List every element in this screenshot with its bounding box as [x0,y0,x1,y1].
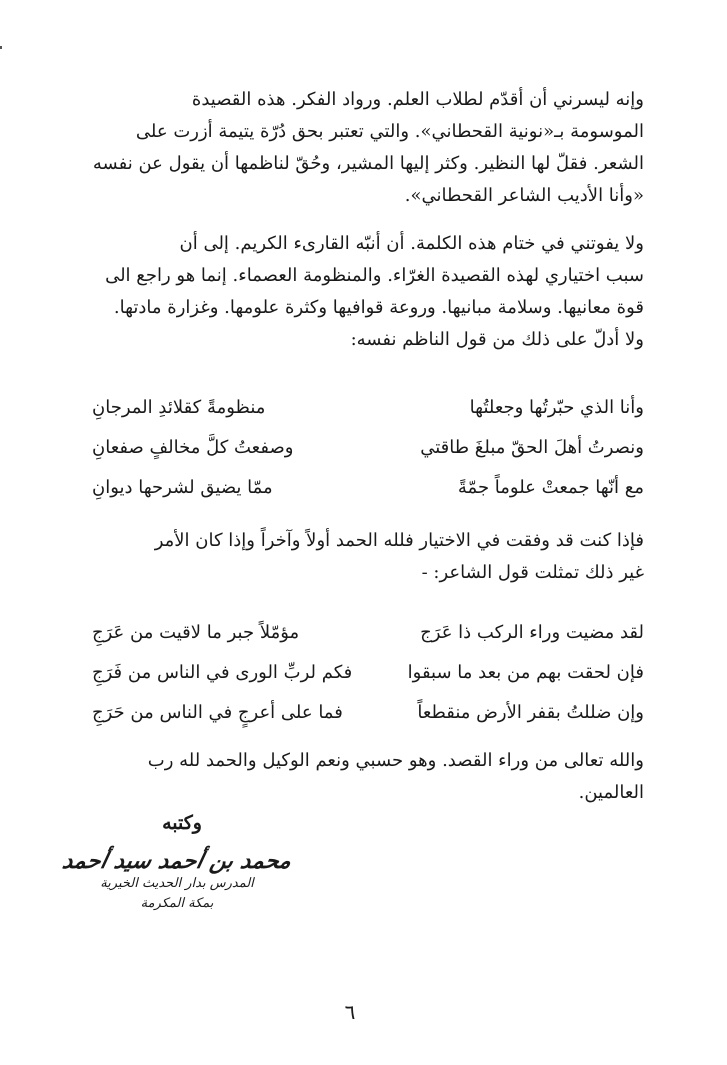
signature-location: بمكة المكرمة [140,896,214,911]
text-line: ولا يفوتني في ختام هذه الكلمة. أن أنبّه القارىء الكريم. إلى أن [179,233,644,254]
paragraph-closing [92,745,644,809]
verse-row [92,658,644,698]
text-line: الموسومة بـ«نونية القحطاني». والتي تعتبر بحق دُرّة يتيمة أزرت على [135,121,644,142]
paragraph-success [92,525,644,589]
signature-block [62,848,292,914]
verse-first-hemistich: ونصرتُ أهلَ الحقّ مبلغَ طاقتي [420,437,644,458]
text-line: والله تعالى من وراء القصد. وهو حسبي ونعم الوكيل والحمد لله رب [147,750,644,771]
verse-second-hemistich: ممّا يضيق لشرحها ديوانِ [92,477,273,498]
verse-row [92,618,644,658]
verse-first-hemistich: فإن لحقت بهم من بعد ما سبقوا [407,662,644,683]
verse-second-hemistich: فما على أعرجٍ في الناس من حَرَجِ [92,702,343,723]
verse-second-hemistich: منظومةً كقلائدِ المرجانِ [92,397,266,418]
verse-row [92,698,644,738]
verse-first-hemistich: وأنا الذي حبّرتُها وجعلتُها [469,397,644,418]
signature-label: وكتبه [162,812,202,834]
verse-first-hemistich: لقد مضيت وراء الركب ذا عَرَج [420,622,644,643]
page-number: ٦ [344,1000,356,1024]
poem-verses-nazim [92,393,644,513]
verse-second-hemistich: فكم لربِّ الورى في الناس من فَرَجِ [92,662,353,683]
scan-edge-mark [0,46,2,49]
text-line: قوة معانيها. وسلامة مبانيها. وروعة قوافيها وكثرة علومها. وغزارة مادتها. [113,297,644,318]
signature-name: محمد بن أحمد سيد أحمد [60,848,294,874]
text-line: ولا أدلّ على ذلك من قول الناظم نفسه: [350,329,644,350]
text-line: «وأنا الأديب الشاعر القحطاني». [404,185,644,206]
verse-second-hemistich: مؤمّلاً جبر ما لاقيت من عَرَجِ [92,622,300,643]
verse-first-hemistich: مع أنّها جمعتْ علوماً جمّةً [457,477,644,498]
verse-first-hemistich: وإن ضللتُ بقفر الأرض منقطعاً [417,702,644,723]
paragraph-introduction [92,84,644,212]
paragraph-choice-reason [92,228,644,356]
poem-verses-poet [92,618,644,738]
text-line: فإذا كنت قد وفقت في الاختيار فلله الحمد أولاً وآخراً وإذا كان الأمر [154,530,644,551]
text-line: سبب اختياري لهذه القصيدة الغرّاء. والمنظومة العصماء. إنما هو راجع الى [105,265,644,286]
verse-row [92,473,644,513]
verse-row [92,393,644,433]
verse-row [92,433,644,473]
signature-title: المدرس بدار الحديث الخيرية [100,876,254,891]
text-line: العالمين. [578,782,644,803]
text-line: الشعر. فقلّ لها النظير. وكثر إليها المشير، وحُقّ لناظمها أن يقول عن نفسه [92,153,644,174]
text-line: وإنه ليسرني أن أقدّم لطلاب العلم. ورواد الفكر. هذه القصيدة [191,89,644,110]
verse-second-hemistich: وصفعتُ كلَّ مخالفٍ صفعانِ [92,437,294,458]
text-line: غير ذلك تمثلت قول الشاعر: - [421,562,644,583]
